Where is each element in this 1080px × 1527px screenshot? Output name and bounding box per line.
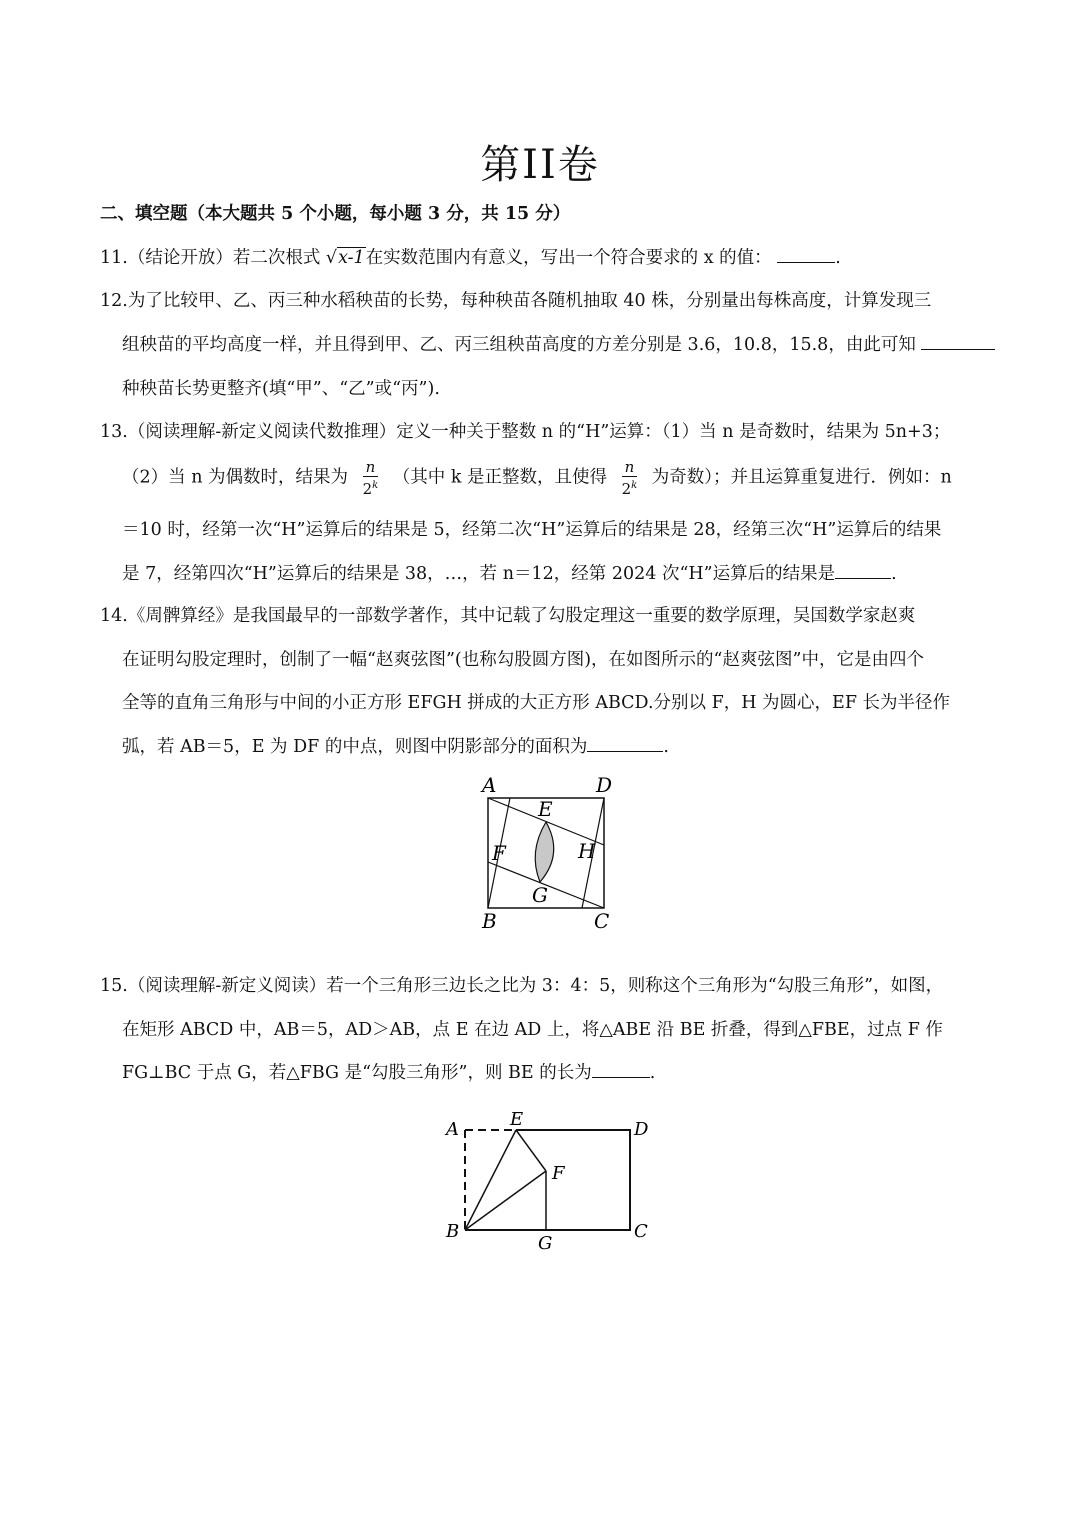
q13-line-3: ＝10 时，经第一次“H”运算后的结果是 5，经第二次“H”运算后的结果是 28，经第三次“H”运算后的结果 [122, 520, 942, 540]
question-11: 11.（结论开放）若二次根式 √x-1在实数范围内有意义，写出一个符合要求的 x 的值： . [100, 248, 841, 268]
folded-rectangle-diagram [440, 1105, 670, 1255]
answer-blank-12[interactable] [921, 333, 995, 350]
q11-radical: √x-1 [325, 248, 365, 268]
q12-line-1: 12.为了比较甲、乙、丙三种水稻秧苗的长势，每种秧苗各随机抽取 40 株，分别量出每株高度，计算发现三 [100, 291, 932, 311]
label-d: D [634, 1119, 649, 1140]
label-a: A [446, 1119, 459, 1140]
answer-blank-14[interactable] [587, 735, 663, 752]
q12-line-3: 种秧苗长势更整齐(填“甲”、“乙”或“丙”). [122, 379, 440, 399]
label-g: G [532, 883, 548, 907]
label-d: D [596, 773, 613, 797]
q14-line-1: 14.《周髀算经》是我国最早的一部数学著作，其中记载了勾股定理这一重要的数学原理，吴国数学家赵爽 [100, 606, 916, 626]
answer-blank-13[interactable] [835, 562, 891, 579]
q15-line-2: 在矩形 ABCD 中，AB＝5，AD＞AB，点 E 在边 AD 上，将△ABE 沿 BE 折叠，得到△FBE，过点 F 作 [122, 1020, 943, 1040]
q15-line-3: FG⊥BC 于点 G，若△FBG 是“勾股三角形”，则 BE 的长为 . [122, 1063, 656, 1083]
q11-text-pre: 11.（结论开放）若二次根式 [100, 248, 321, 268]
section-heading: 二、填空题（本大题共 5 个小题，每小题 3 分，共 15 分） [100, 204, 571, 224]
q12-line-2: 组秧苗的平均高度一样，并且得到甲、乙、丙三组秧苗高度的方差分别是 3.6，10.8，15.8，由此可知 [122, 331, 995, 356]
label-f: F [552, 1163, 565, 1184]
label-g: G [538, 1233, 553, 1254]
q14-line-4: 弧，若 AB＝5，E 为 DF 的中点，则图中阴影部分的面积为 . [122, 737, 669, 757]
label-b: B [446, 1221, 460, 1242]
page-title: 第II卷 [480, 142, 600, 188]
fraction-n-over-2k: $\frac{n}{2^k}$ [362, 458, 379, 498]
label-h: H [578, 839, 596, 863]
q13-line-2: （2）当 n 为偶数时，结果为 $\frac{n}{2^k}$ （其中 k 是正整数，且使得 $\frac{n}{2^k}$ 为奇数）；并且运算重复进行．例如：n [122, 458, 952, 498]
label-f: F [492, 841, 506, 865]
label-e: E [538, 797, 553, 821]
q13-line-1: 13.（阅读理解-新定义阅读代数推理）定义一种关于整数 n 的“H”运算：（1）当 n 是奇数时，结果为 5n+3； [100, 422, 951, 442]
label-c: C [634, 1221, 648, 1242]
q15-line-1: 15.（阅读理解-新定义阅读）若一个三角形三边长之比为 3：4：5，则称这个三角形为“勾股三角形”，如图， [100, 976, 944, 996]
answer-blank-11[interactable] [777, 246, 835, 263]
answer-blank-15[interactable] [592, 1061, 650, 1078]
label-e: E [510, 1109, 524, 1130]
zhao-shuang-diagram [470, 770, 620, 940]
q14-line-3: 全等的直角三角形与中间的小正方形 EFGH 拼成的大正方形 ABCD.分别以 F，H 为圆心，EF 长为半径作 [122, 693, 951, 713]
shaded-region [535, 822, 554, 882]
q13-line-4: 是 7，经第四次“H”运算后的结果是 38，…，若 n＝12，经第 2024 次“H”运算后的结果是 . [122, 564, 897, 584]
q14-line-2: 在证明勾股定理时，创制了一幅“赵爽弦图”(也称勾股圆方图)，在如图所示的“赵爽弦图”中，它是由四个 [122, 650, 924, 670]
label-b: B [482, 909, 497, 933]
label-c: C [594, 909, 610, 933]
q11-text-post: 在实数范围内有意义，写出一个符合要求的 x 的值： [365, 248, 772, 268]
label-a: A [482, 773, 497, 797]
fraction-n-over-2k: $\frac{n}{2^k}$ [621, 458, 638, 498]
